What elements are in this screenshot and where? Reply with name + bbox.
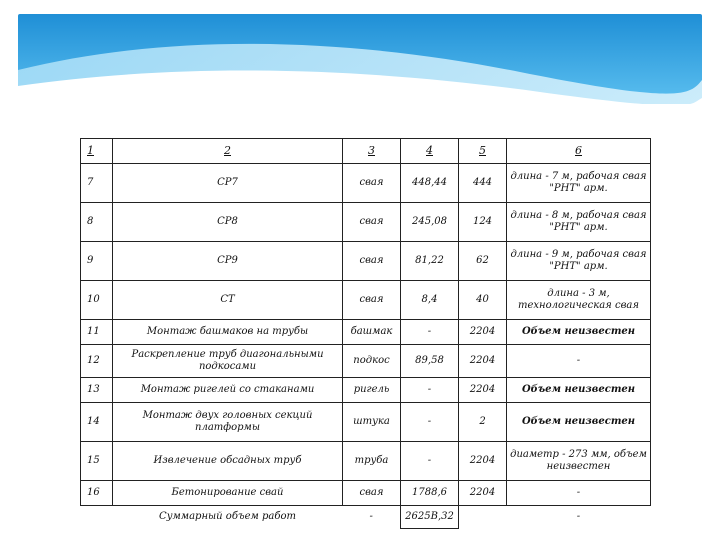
quantity: 8,4	[401, 281, 459, 320]
quantity: 245,08	[401, 203, 459, 242]
count: 40	[459, 281, 507, 320]
note: Объем неизвестен	[507, 378, 651, 403]
unit: свая	[343, 481, 401, 506]
note: -	[507, 481, 651, 506]
row-number: 12	[81, 345, 113, 378]
table-row	[81, 378, 651, 403]
row-number: 11	[81, 320, 113, 345]
table-row	[81, 481, 651, 506]
quantity: -	[401, 403, 459, 442]
unit: труба	[343, 442, 401, 481]
unit: свая	[343, 164, 401, 203]
decorative-banner	[0, 0, 720, 110]
work-name: Извлечение обсадных труб	[113, 442, 343, 481]
work-name: Монтаж двух головных секций платформы	[113, 403, 343, 442]
summary-label: Суммарный объем работ	[159, 511, 296, 523]
table-row	[81, 403, 651, 442]
row-number: 16	[81, 481, 113, 506]
note: длина - 3 м, технологическая свая	[507, 281, 651, 320]
note: Объем неизвестен	[507, 403, 651, 442]
quantity: -	[401, 320, 459, 345]
header-cell: 2	[113, 139, 343, 164]
work-name: СТ	[113, 281, 343, 320]
quantity: -	[401, 442, 459, 481]
count: 2204	[459, 481, 507, 506]
summary-quantity: 2625В,32	[401, 506, 459, 529]
quantity: 448,44	[401, 164, 459, 203]
row-number: 14	[81, 403, 113, 442]
work-name: Монтаж башмаков на трубы	[113, 320, 343, 345]
summary-unit: -	[369, 511, 373, 523]
table-header-row	[81, 139, 651, 164]
unit: подкос	[343, 345, 401, 378]
summary-note: -	[576, 511, 581, 523]
summary-row	[81, 506, 651, 529]
note: -	[507, 345, 651, 378]
table-row	[81, 281, 651, 320]
quantity: -	[401, 378, 459, 403]
table-row	[81, 442, 651, 481]
note: длина - 9 м, рабочая свая "РНТ" арм.	[507, 242, 651, 281]
work-name: Раскрепление труб диагональными подкосами	[113, 345, 343, 378]
count: 2	[459, 403, 507, 442]
summary-spacer	[459, 506, 507, 529]
work-name: СР8	[113, 203, 343, 242]
count: 444	[459, 164, 507, 203]
summary-spacer	[81, 506, 113, 529]
quantity: 1788,6	[401, 481, 459, 506]
count: 2204	[459, 320, 507, 345]
row-number: 9	[81, 242, 113, 281]
work-name: СР7	[113, 164, 343, 203]
quantity: 81,22	[401, 242, 459, 281]
count: 62	[459, 242, 507, 281]
row-number: 7	[81, 164, 113, 203]
unit: штука	[343, 403, 401, 442]
unit: свая	[343, 281, 401, 320]
row-number: 13	[81, 378, 113, 403]
header-cell: 1	[81, 139, 113, 164]
row-number: 10	[81, 281, 113, 320]
table-row	[81, 164, 651, 203]
unit: ригель	[343, 378, 401, 403]
header-cell: 5	[459, 139, 507, 164]
unit: свая	[343, 242, 401, 281]
count: 2204	[459, 345, 507, 378]
works-table	[80, 138, 650, 529]
note: длина - 7 м, рабочая свая "РНТ" арм.	[507, 164, 651, 203]
header-cell: 6	[507, 139, 651, 164]
header-cell: 4	[401, 139, 459, 164]
unit: башмак	[343, 320, 401, 345]
unit: свая	[343, 203, 401, 242]
table-row	[81, 242, 651, 281]
count: 2204	[459, 378, 507, 403]
table-row	[81, 203, 651, 242]
work-name: Монтаж ригелей со стаканами	[113, 378, 343, 403]
note: длина - 8 м, рабочая свая "РНТ" арм.	[507, 203, 651, 242]
table-row	[81, 320, 651, 345]
count: 2204	[459, 442, 507, 481]
header-cell: 3	[343, 139, 401, 164]
wave-graphic	[0, 0, 720, 110]
note: диаметр - 273 мм, объем неизвестен	[507, 442, 651, 481]
work-name: СР9	[113, 242, 343, 281]
quantity: 89,58	[401, 345, 459, 378]
note: Объем неизвестен	[507, 320, 651, 345]
row-number: 15	[81, 442, 113, 481]
work-name: Бетонирование свай	[113, 481, 343, 506]
count: 124	[459, 203, 507, 242]
row-number: 8	[81, 203, 113, 242]
table-row	[81, 345, 651, 378]
